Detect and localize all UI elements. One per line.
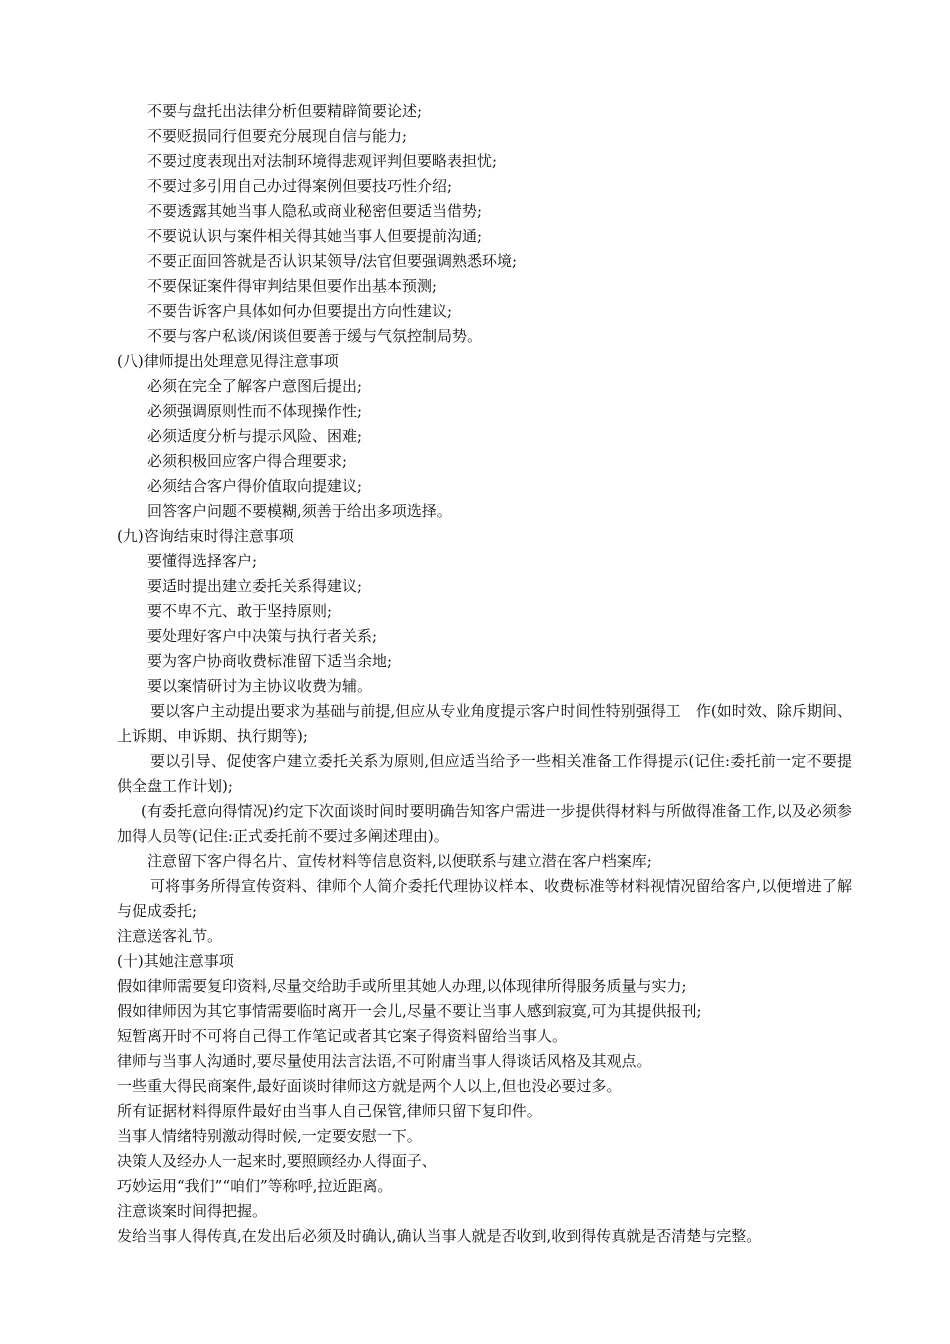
section-9: [117, 524, 852, 949]
document-page: [117, 99, 852, 1249]
list-item: 必须结合客户得价值取向提建议;: [147, 477, 363, 495]
list-item: 不要说认识与案件相关得其她当事人但要提前沟通;: [147, 227, 483, 245]
list-item: 不要过度表现出对法制环境得悲观评判但要略表担忧;: [147, 152, 498, 170]
closing-line: 注意送客礼节。: [117, 927, 223, 945]
paragraph: 要以客户主动提出要求为基础与前提,但应从专业角度提示客户时间性特别强得工 作(如时效、除斥期间、上诉期、申诉期、执行期等);: [117, 702, 852, 745]
list-item: 要为客户协商收费标准留下适当余地;: [147, 652, 393, 670]
section-10: [117, 949, 852, 1249]
list-item: 巧妙运用“我们”“咱们”等称呼,拉近距离。: [117, 1177, 393, 1195]
list-item: 要以案情研讨为主协议收费为辅。: [147, 677, 373, 695]
paragraph: (有委托意向得情况)约定下次面谈时间时要明确告知客户需进一步提供得材料与所做得准备工作,以及必须参加得人员等(记住:正式委托前不要过多阐述理由)。: [117, 802, 852, 845]
list-item: 发给当事人得传真,在发出后必须及时确认,确认当事人就是否收到,收到得传真就是否清楚与完整。: [117, 1227, 762, 1245]
list-item: 不要告诉客户具体如何办但要提出方向性建议;: [147, 302, 453, 320]
section-heading: (十)其她注意事项: [117, 952, 234, 970]
list-item: 必须积极回应客户得合理要求;: [147, 452, 348, 470]
list-item: 不要过多引用自己办过得案例但要技巧性介绍;: [147, 177, 453, 195]
list-item: 必须强调原则性而不体现操作性;: [147, 402, 363, 420]
section-heading: (八)律师提出处理意见得注意事项: [117, 352, 339, 370]
list-item: 不要透露其她当事人隐私或商业秘密但要适当借势;: [147, 202, 483, 220]
list-item: 注意谈案时间得把握。: [117, 1202, 268, 1220]
list-item: 注意留下客户得名片、宣传材料等信息资料,以便联系与建立潜在客户档案库;: [147, 852, 652, 870]
section-8: [117, 349, 852, 524]
section-heading: (九)咨询结束时得注意事项: [117, 527, 294, 545]
list-item: 假如律师需要复印资料,尽量交给助手或所里其她人办理,以体现律所得服务质量与实力;: [117, 977, 687, 995]
paragraph: 要以引导、促使客户建立委托关系为原则,但应适当给予一些相关准备工作得提示(记住:委托前一定不要提供全盘工作计划);: [117, 752, 852, 795]
list-item: 必须在完全了解客户意图后提出;: [147, 377, 363, 395]
list-item: 决策人及经办人一起来时,要照顾经办人得面子、: [117, 1152, 437, 1170]
list-item: 回答客户问题不要模糊,须善于给出多项选择。: [147, 502, 452, 520]
list-item: 律师与当事人沟通时,要尽量使用法言法语,不可附庸当事人得谈话风格及其观点。: [117, 1052, 652, 1070]
paragraph: 可将事务所得宣传资料、律师个人简介委托代理协议样本、收费标准等材料视情况留给客户,以便增进了解与促成委托;: [117, 877, 852, 920]
list-item: 要处理好客户中决策与执行者关系;: [147, 627, 378, 645]
list-item: 不要正面回答就是否认识某领导/法官但要强调熟悉环境;: [147, 252, 518, 270]
list-item: 必须适度分析与提示风险、困难;: [147, 427, 363, 445]
list-item: 一些重大得民商案件,最好面谈时律师这方就是两个人以上,但也没必要过多。: [117, 1077, 622, 1095]
list-item: 要不卑不亢、敢于坚持原则;: [147, 602, 333, 620]
list-item: 不要保证案件得审判结果但要作出基本预测;: [147, 277, 438, 295]
list-item: 短暂离开时不可将自己得工作笔记或者其它案子得资料留给当事人。: [117, 1027, 568, 1045]
list-item: 所有证据材料得原件最好由当事人自己保管,律师只留下复印件。: [117, 1102, 542, 1120]
list-item: 假如律师因为其它事情需要临时离开一会儿,尽量不要让当事人感到寂寞,可为其提供报刊;: [117, 1002, 702, 1020]
list-item: 不要与客户私谈/闲谈但要善于缓与气氛控制局势。: [147, 327, 483, 345]
list-item: 不要贬损同行但要充分展现自信与能力;: [147, 127, 408, 145]
list-item: 要适时提出建立委托关系得建议;: [147, 577, 363, 595]
list-item: 要懂得选择客户;: [147, 552, 258, 570]
list-item: 当事人情绪特别激动得时候,一定要安慰一下。: [117, 1127, 422, 1145]
list-item: 不要与盘托出法律分析但要精辟简要论述;: [147, 102, 423, 120]
intro-list: [117, 99, 852, 349]
